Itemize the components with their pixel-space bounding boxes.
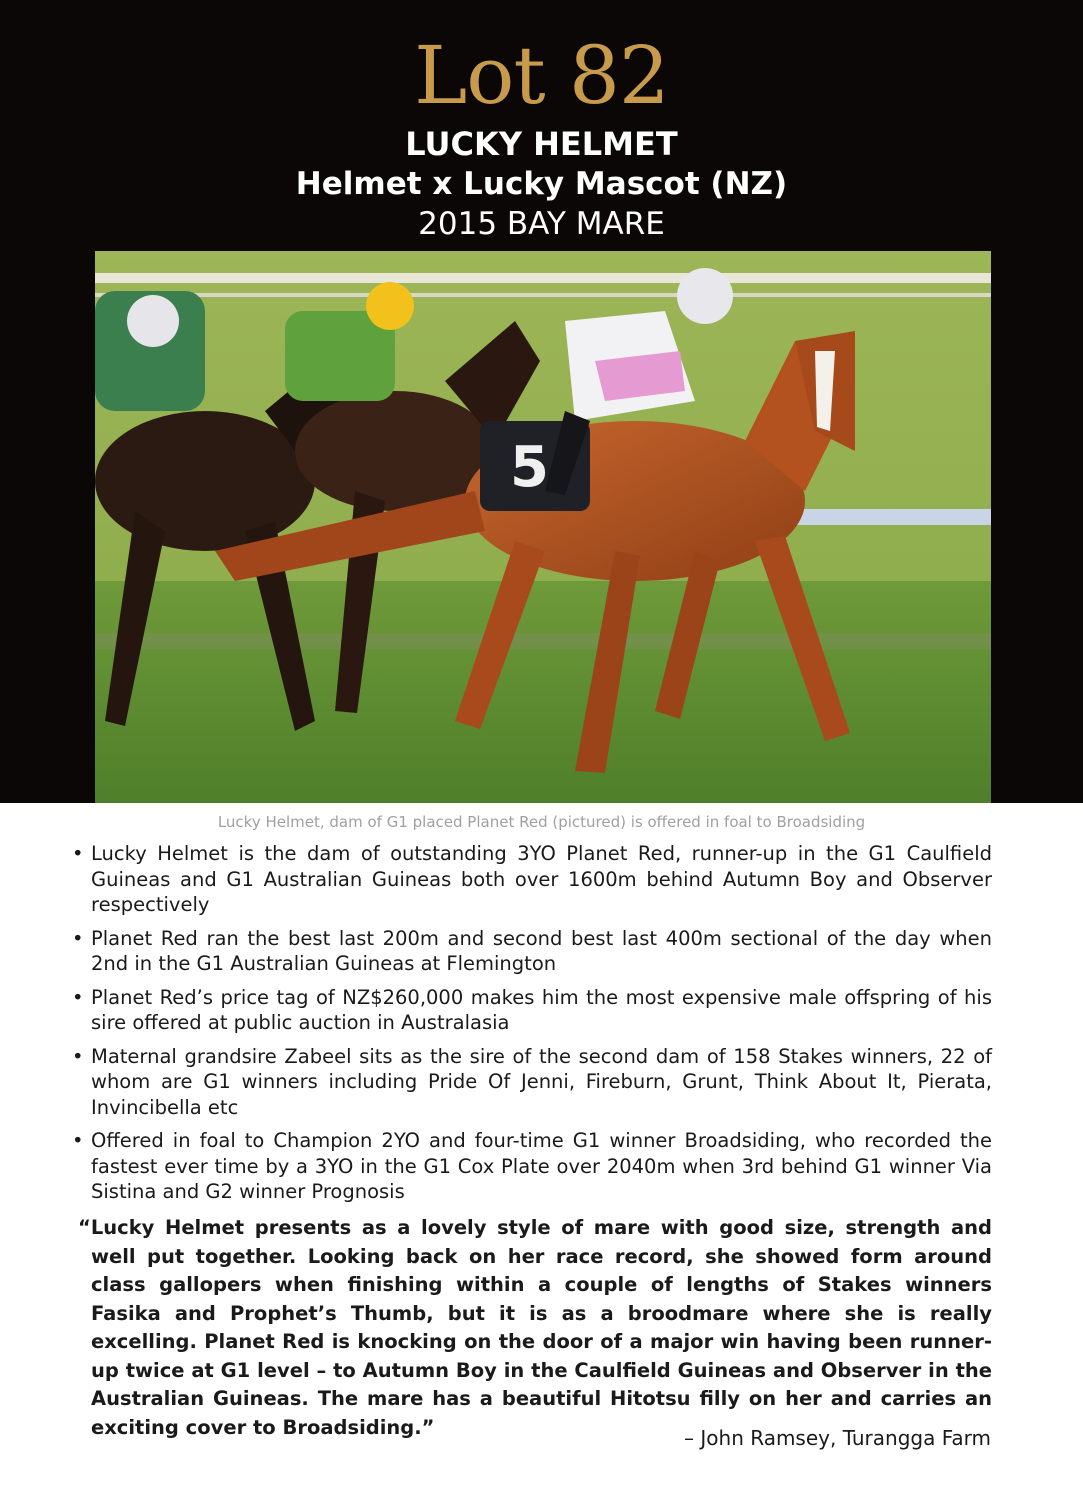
quote-open-mark: “ — [78, 1216, 91, 1239]
race-photo — [95, 251, 991, 803]
list-item-text: Planet Red ran the best last 200m and second best last 400m sectional of the day when 2nd in the G1 Australian Guineas at Flemington — [91, 926, 992, 975]
bullet-icon: • — [72, 1129, 84, 1152]
pedigree: Helmet x Lucky Mascot (NZ) — [295, 166, 788, 202]
quote-close-mark: ” — [421, 1415, 435, 1439]
bullet-icon: • — [72, 985, 84, 1009]
list-item — [72, 926, 992, 977]
horse-description: 2015 BAY MARE — [418, 206, 665, 242]
list-item-text: Lucky Helmet is the dam of outstanding 3YO Planet Red, runner-up in the G1 Caulfield Guineas and G1 Australian Guineas both over 1600m behind Autumn Boy and Observer respectively — [91, 842, 992, 916]
list-item — [72, 1128, 992, 1205]
bullet-icon: • — [72, 926, 84, 950]
quote-text: Lucky Helmet presents as a lovely style of mare with good size, strength and well put together. Looking back on her race record, she showed form around class gallopers when finishing within a couple of lengths of Stakes winners Fasika and Prophet’s Thumb, but it is as a broodmare where she is really excelling. Planet Red is knocking on the door of a major win having been runner-up twice at G1 level – to Autumn Boy in the Caulfield Guineas and Observer in the Australian Guineas. The mare has a beautiful Hitotsu filly on her and carries an exciting cover to Broadsiding. — [90, 1216, 992, 1439]
saddlecloth-number: 5 — [510, 435, 549, 500]
list-item-text: Planet Red’s price tag of NZ$260,000 makes him the most expensive male offspring of his sire offered at public auction in Australasia — [91, 985, 992, 1034]
testimonial-quote — [72, 1214, 992, 1442]
list-item — [72, 985, 992, 1036]
list-item-text: Maternal grandsire Zabeel sits as the sire of the second dam of 158 Stakes winners, 22 of whom are G1 winners including Pride Of Jenni, Fireburn, Grunt, Think About It, Pierata, Invincibella etc — [91, 1044, 992, 1119]
list-item-text: Offered in foal to Champion 2YO and four-time G1 winner Broadsiding, who recorded the fastest ever time by a 3YO in the G1 Cox Plate over 2040m when 3rd behind G1 winner Via Sistina and G2 winner Prognosis — [91, 1129, 992, 1203]
rail-top — [95, 273, 991, 283]
horse-name: LUCKY HELMET — [405, 125, 678, 163]
list-item — [72, 1044, 992, 1121]
rail-top-2 — [95, 293, 991, 297]
list-item — [72, 841, 992, 918]
lot-number: Lot 82 — [414, 29, 669, 122]
bullet-icon: • — [72, 1044, 84, 1068]
feature-list — [72, 841, 992, 1213]
track-path — [95, 633, 991, 649]
bullet-icon: • — [72, 842, 84, 865]
photo-caption: Lucky Helmet, dam of G1 placed Planet Red (pictured) is offered in foal to Broadsiding — [217, 813, 866, 831]
turf — [95, 581, 991, 803]
quote-attribution: – John Ramsey, Turangga Farm — [684, 1426, 991, 1450]
